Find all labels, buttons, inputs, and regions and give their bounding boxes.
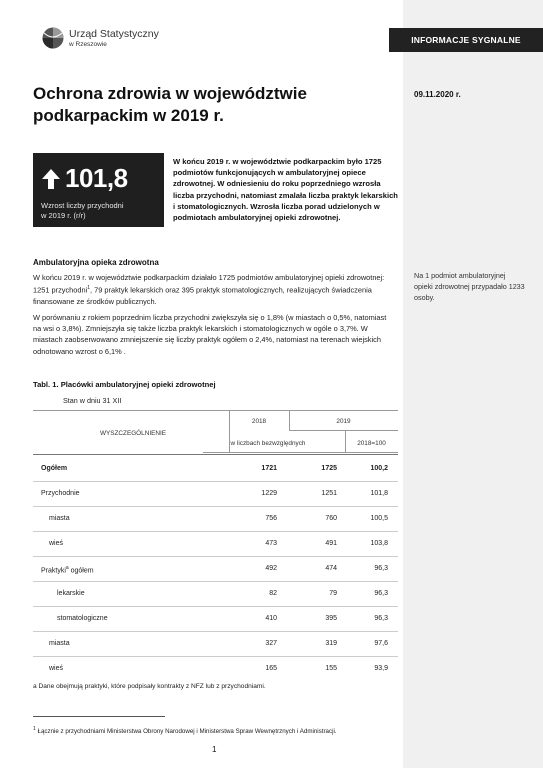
logo-circle-icon — [42, 27, 64, 49]
footnote-divider — [33, 716, 165, 717]
publication-date: 09.11.2020 r. — [414, 90, 461, 99]
logo-title: Urząd Statystyczny — [69, 27, 159, 40]
table-header-label: WYSZCZEGÓLNIENIE — [99, 430, 167, 437]
page-number: 1 — [212, 745, 217, 754]
footnote-ref-1: 1 — [87, 285, 91, 292]
office-logo — [42, 27, 159, 49]
publication-type-badge: INFORMACJE SYGNALNE — [389, 28, 543, 52]
table-row: Praktyki$^a$ ogółem 492 474 96,3 — [41, 565, 388, 575]
table-header-2019: 2019 — [336, 418, 351, 425]
page-footnote: $^1$ Łącznie z przychodniami Ministerstwa Obrony Narodowej i Ministerstwa Spraw Wewnętrznych i Administracji. — [33, 726, 337, 736]
table-row: miasta 756 760 100,5 — [49, 515, 388, 522]
table-header-index: 2018=100 — [357, 440, 386, 447]
table-row: Ogółem 1721 1725 100,2 — [41, 465, 388, 472]
kpi-label-line2: w 2019 r. (r/r) — [41, 211, 86, 220]
kpi-label-line1: Wzrost liczby przychodni — [41, 201, 124, 210]
table-header-2018: 2018 — [251, 418, 267, 425]
table-subtitle: Stan w dniu 31 XII — [63, 396, 122, 405]
table-title: Tabl. 1. Placówki ambulatoryjnej opieki zdrowotnej — [33, 380, 216, 389]
page-title: Ochrona zdrowia w województwie podkarpackim w 2019 r. — [33, 84, 307, 125]
table-row: wieś 473 491 103,8 — [49, 540, 388, 547]
table-row: lekarskie 82 79 96,3 — [57, 590, 388, 597]
side-note: Na 1 podmiot ambulatoryjnej opieki zdrowotnej przypadało 1233 osoby. — [414, 271, 525, 302]
table-footnote: a Dane obejmują praktyki, które podpisały kontrakty z NFZ lub z przychodniami. — [33, 683, 266, 690]
paragraph-2: W porównaniu z rokiem poprzednim liczba przychodni zwiększyła się o 1,8% (w miastach o 0,5%, natomiast na wsi o 3,8%). Zmniejszyła się także liczba praktyk lekarskich i stomatologicznych w ogóle o 3,7%. W miastach zaobserwowano zmniejszenie się liczby praktyk ogółem o 2,4%, natomiast na terenach wiejskich odnotowano wzrost o 6,1% . — [33, 313, 387, 356]
section-heading: Ambulatoryjna opieka zdrowotna — [33, 258, 159, 267]
paragraph-1 — [33, 272, 393, 307]
kpi-value: 101,8 — [65, 163, 128, 193]
kpi-box — [33, 153, 164, 227]
table-header-absolute: w liczbach bezwzględnych — [230, 440, 306, 447]
logo-subtitle: w Rzeszowie — [69, 40, 107, 48]
table-row: wieś 165 155 93,9 — [49, 665, 388, 672]
paragraph-1-start: W końcu 2019 r. w województwie podkarpackim działało 1725 podmiotów ambulatoryjnej opieki zdrowotnej: 1251 przychodni — [33, 273, 385, 295]
table-row: miasta 327 319 97,6 — [49, 640, 388, 647]
arrow-up-icon — [41, 168, 61, 190]
table-row: stomatologiczne 410 395 96,3 — [57, 615, 388, 622]
table-row: Przychodnie 1229 1251 101,8 — [41, 490, 388, 497]
lead-paragraph: W końcu 2019 r. w województwie podkarpackim było 1725 podmiotów funkcjonujących w ambulatoryjnej opiece zdrowotnej. W odniesieniu do roku poprzedniego wzrosła liczba przychodni, natomiast zmalała liczba praktyk lekarskich i stomatologicznych. Wzrosła liczba porad udzielonych w podmiotach ambulatoryjnej opieki zdrowotnej. — [173, 157, 398, 223]
right-sidebar-panel — [403, 0, 543, 768]
paragraph-1-end: , 79 praktyk lekarskich oraz 395 praktyk stomatologicznych, realizujących świadczenia finansowane ze środków publicznych. — [33, 285, 372, 306]
